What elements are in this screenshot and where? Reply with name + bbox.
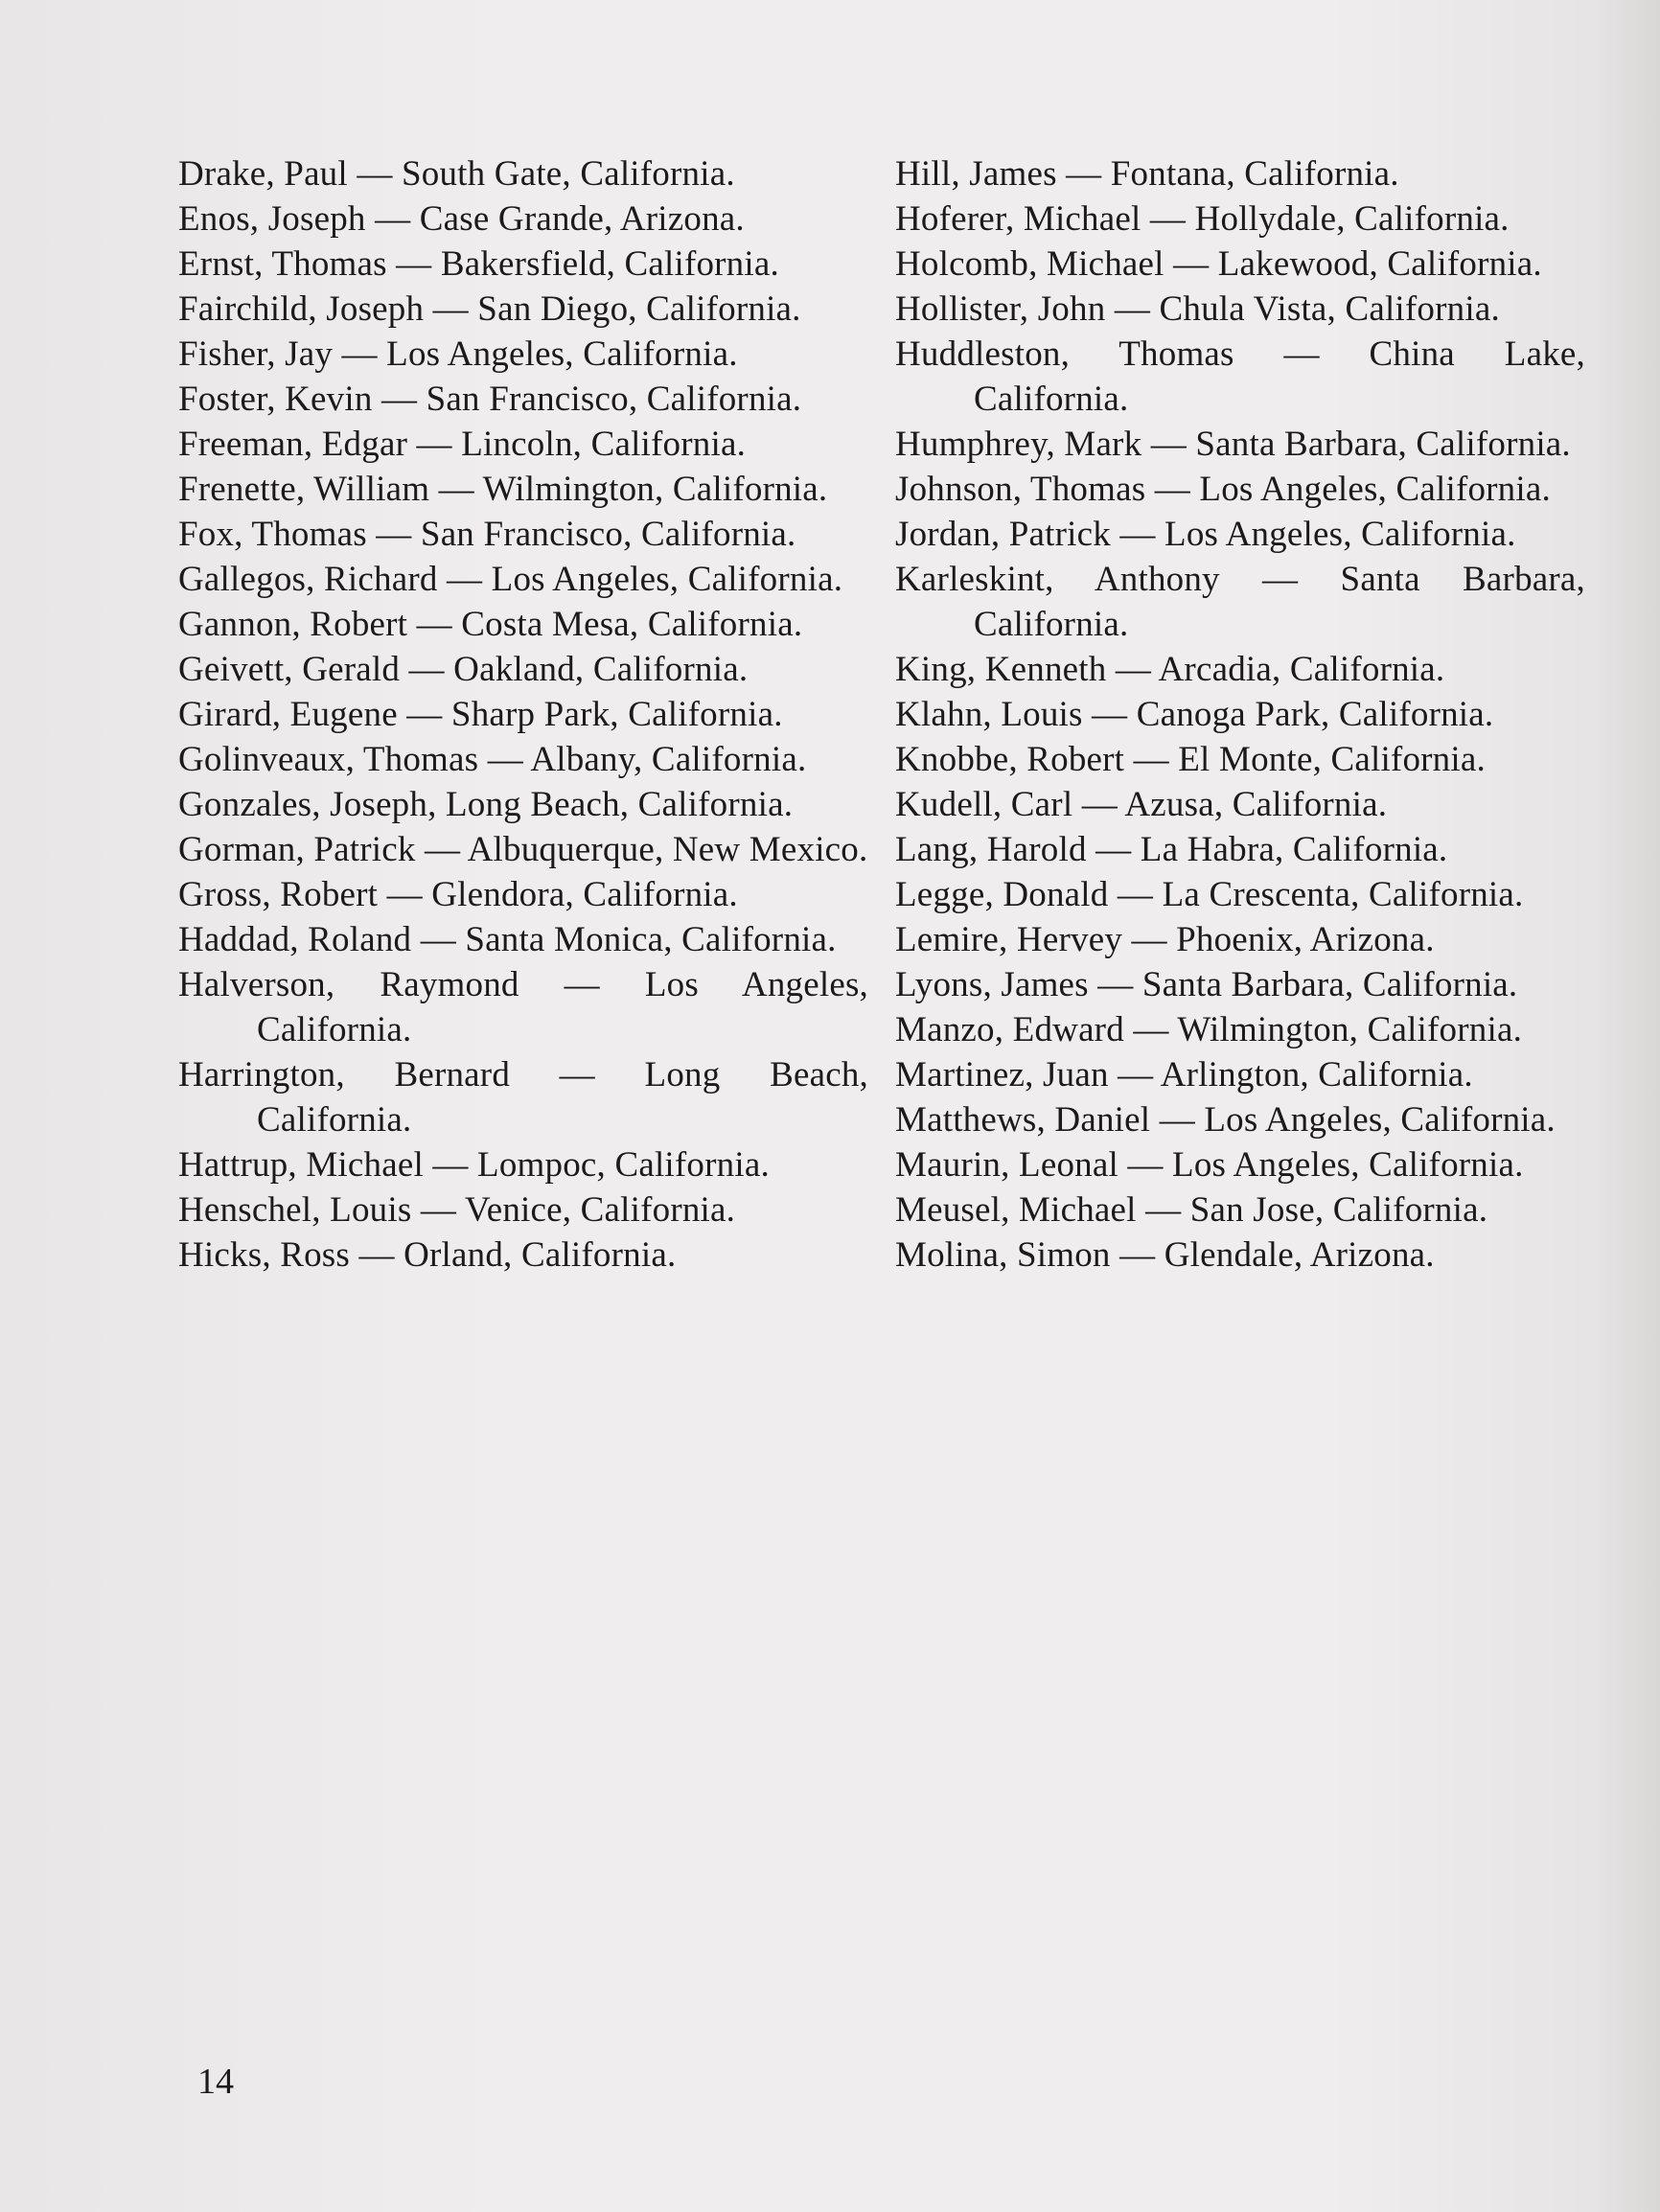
right-column bbox=[895, 151, 1585, 1278]
name-entry: Kudell, Carl — Azusa, California. bbox=[895, 785, 1388, 824]
name-entry: Gannon, Robert — Costa Mesa, California. bbox=[178, 605, 803, 644]
name-entry: Karleskint, Anthony — Santa Barbara, California. bbox=[895, 560, 1585, 644]
name-entry: Enos, Joseph — Case Grande, Arizona. bbox=[178, 199, 745, 239]
name-entry: Knobbe, Robert — El Monte, California. bbox=[895, 740, 1486, 779]
name-entry: Freeman, Edgar — Lincoln, California. bbox=[178, 425, 747, 464]
name-entry: Fairchild, Joseph — San Diego, California. bbox=[178, 289, 801, 329]
name-entry: Hoferer, Michael — Hollydale, California. bbox=[895, 199, 1510, 239]
page-number: 14 bbox=[197, 2062, 234, 2102]
name-entry: Hollister, John — Chula Vista, California. bbox=[895, 289, 1500, 329]
name-entry: Klahn, Louis — Canoga Park, California. bbox=[895, 695, 1494, 734]
name-entry: Halverson, Raymond — Los Angeles, California. bbox=[178, 965, 868, 1049]
name-entry: Golinveaux, Thomas — Albany, California. bbox=[178, 740, 807, 779]
name-entry: Matthews, Daniel — Los Angeles, California. bbox=[895, 1100, 1556, 1140]
name-entry: Lemire, Hervey — Phoenix, Arizona. bbox=[895, 920, 1435, 959]
name-entry: Ernst, Thomas — Bakersfield, California. bbox=[178, 244, 779, 284]
left-column bbox=[178, 151, 868, 1278]
name-entry: Hill, James — Fontana, California. bbox=[895, 154, 1399, 194]
name-entry: Manzo, Edward — Wilmington, California. bbox=[895, 1010, 1523, 1049]
name-entry: Drake, Paul — South Gate, California. bbox=[178, 154, 735, 194]
name-entry: Frenette, William — Wilmington, California. bbox=[178, 470, 828, 509]
name-entry: Legge, Donald — La Crescenta, California. bbox=[895, 875, 1524, 914]
name-entry: Jordan, Patrick — Los Angeles, California. bbox=[895, 515, 1516, 554]
name-entry: Hicks, Ross — Orland, California. bbox=[178, 1235, 677, 1275]
name-entry: Humphrey, Mark — Santa Barbara, California. bbox=[895, 425, 1571, 464]
name-entry: Geivett, Gerald — Oakland, California. bbox=[178, 650, 749, 689]
name-entry: Gorman, Patrick — Albuquerque, New Mexico. bbox=[178, 830, 868, 869]
name-entry: Girard, Eugene — Sharp Park, California. bbox=[178, 695, 783, 734]
name-entry: Harrington, Bernard — Long Beach, California. bbox=[178, 1055, 868, 1140]
name-entry: Holcomb, Michael — Lakewood, California. bbox=[895, 244, 1542, 284]
name-entry: Fisher, Jay — Los Angeles, California. bbox=[178, 334, 738, 374]
name-entry: Johnson, Thomas — Los Angeles, California. bbox=[895, 470, 1551, 509]
name-entry: Huddleston, Thomas — China Lake, California. bbox=[895, 334, 1585, 419]
name-entry: Hattrup, Michael — Lompoc, California. bbox=[178, 1145, 770, 1185]
name-entry: Gross, Robert — Glendora, California. bbox=[178, 875, 738, 914]
name-entry: Haddad, Roland — Santa Monica, California. bbox=[178, 920, 837, 959]
name-entry: Martinez, Juan — Arlington, California. bbox=[895, 1055, 1473, 1094]
name-entry: Gallegos, Richard — Los Angeles, California. bbox=[178, 560, 843, 599]
name-entry: Gonzales, Joseph, Long Beach, California. bbox=[178, 785, 794, 824]
name-entry: Henschel, Louis — Venice, California. bbox=[178, 1190, 736, 1230]
name-entry: Fox, Thomas — San Francisco, California. bbox=[178, 515, 796, 554]
name-entry: Meusel, Michael — San Jose, California. bbox=[895, 1190, 1488, 1230]
name-entry: Molina, Simon — Glendale, Arizona. bbox=[895, 1235, 1435, 1275]
name-entry: King, Kenneth — Arcadia, California. bbox=[895, 650, 1445, 689]
name-entry: Lang, Harold — La Habra, California. bbox=[895, 830, 1448, 869]
name-entry: Maurin, Leonal — Los Angeles, California. bbox=[895, 1145, 1524, 1185]
name-entry: Lyons, James — Santa Barbara, California. bbox=[895, 965, 1518, 1004]
name-entry: Foster, Kevin — San Francisco, California. bbox=[178, 380, 802, 419]
